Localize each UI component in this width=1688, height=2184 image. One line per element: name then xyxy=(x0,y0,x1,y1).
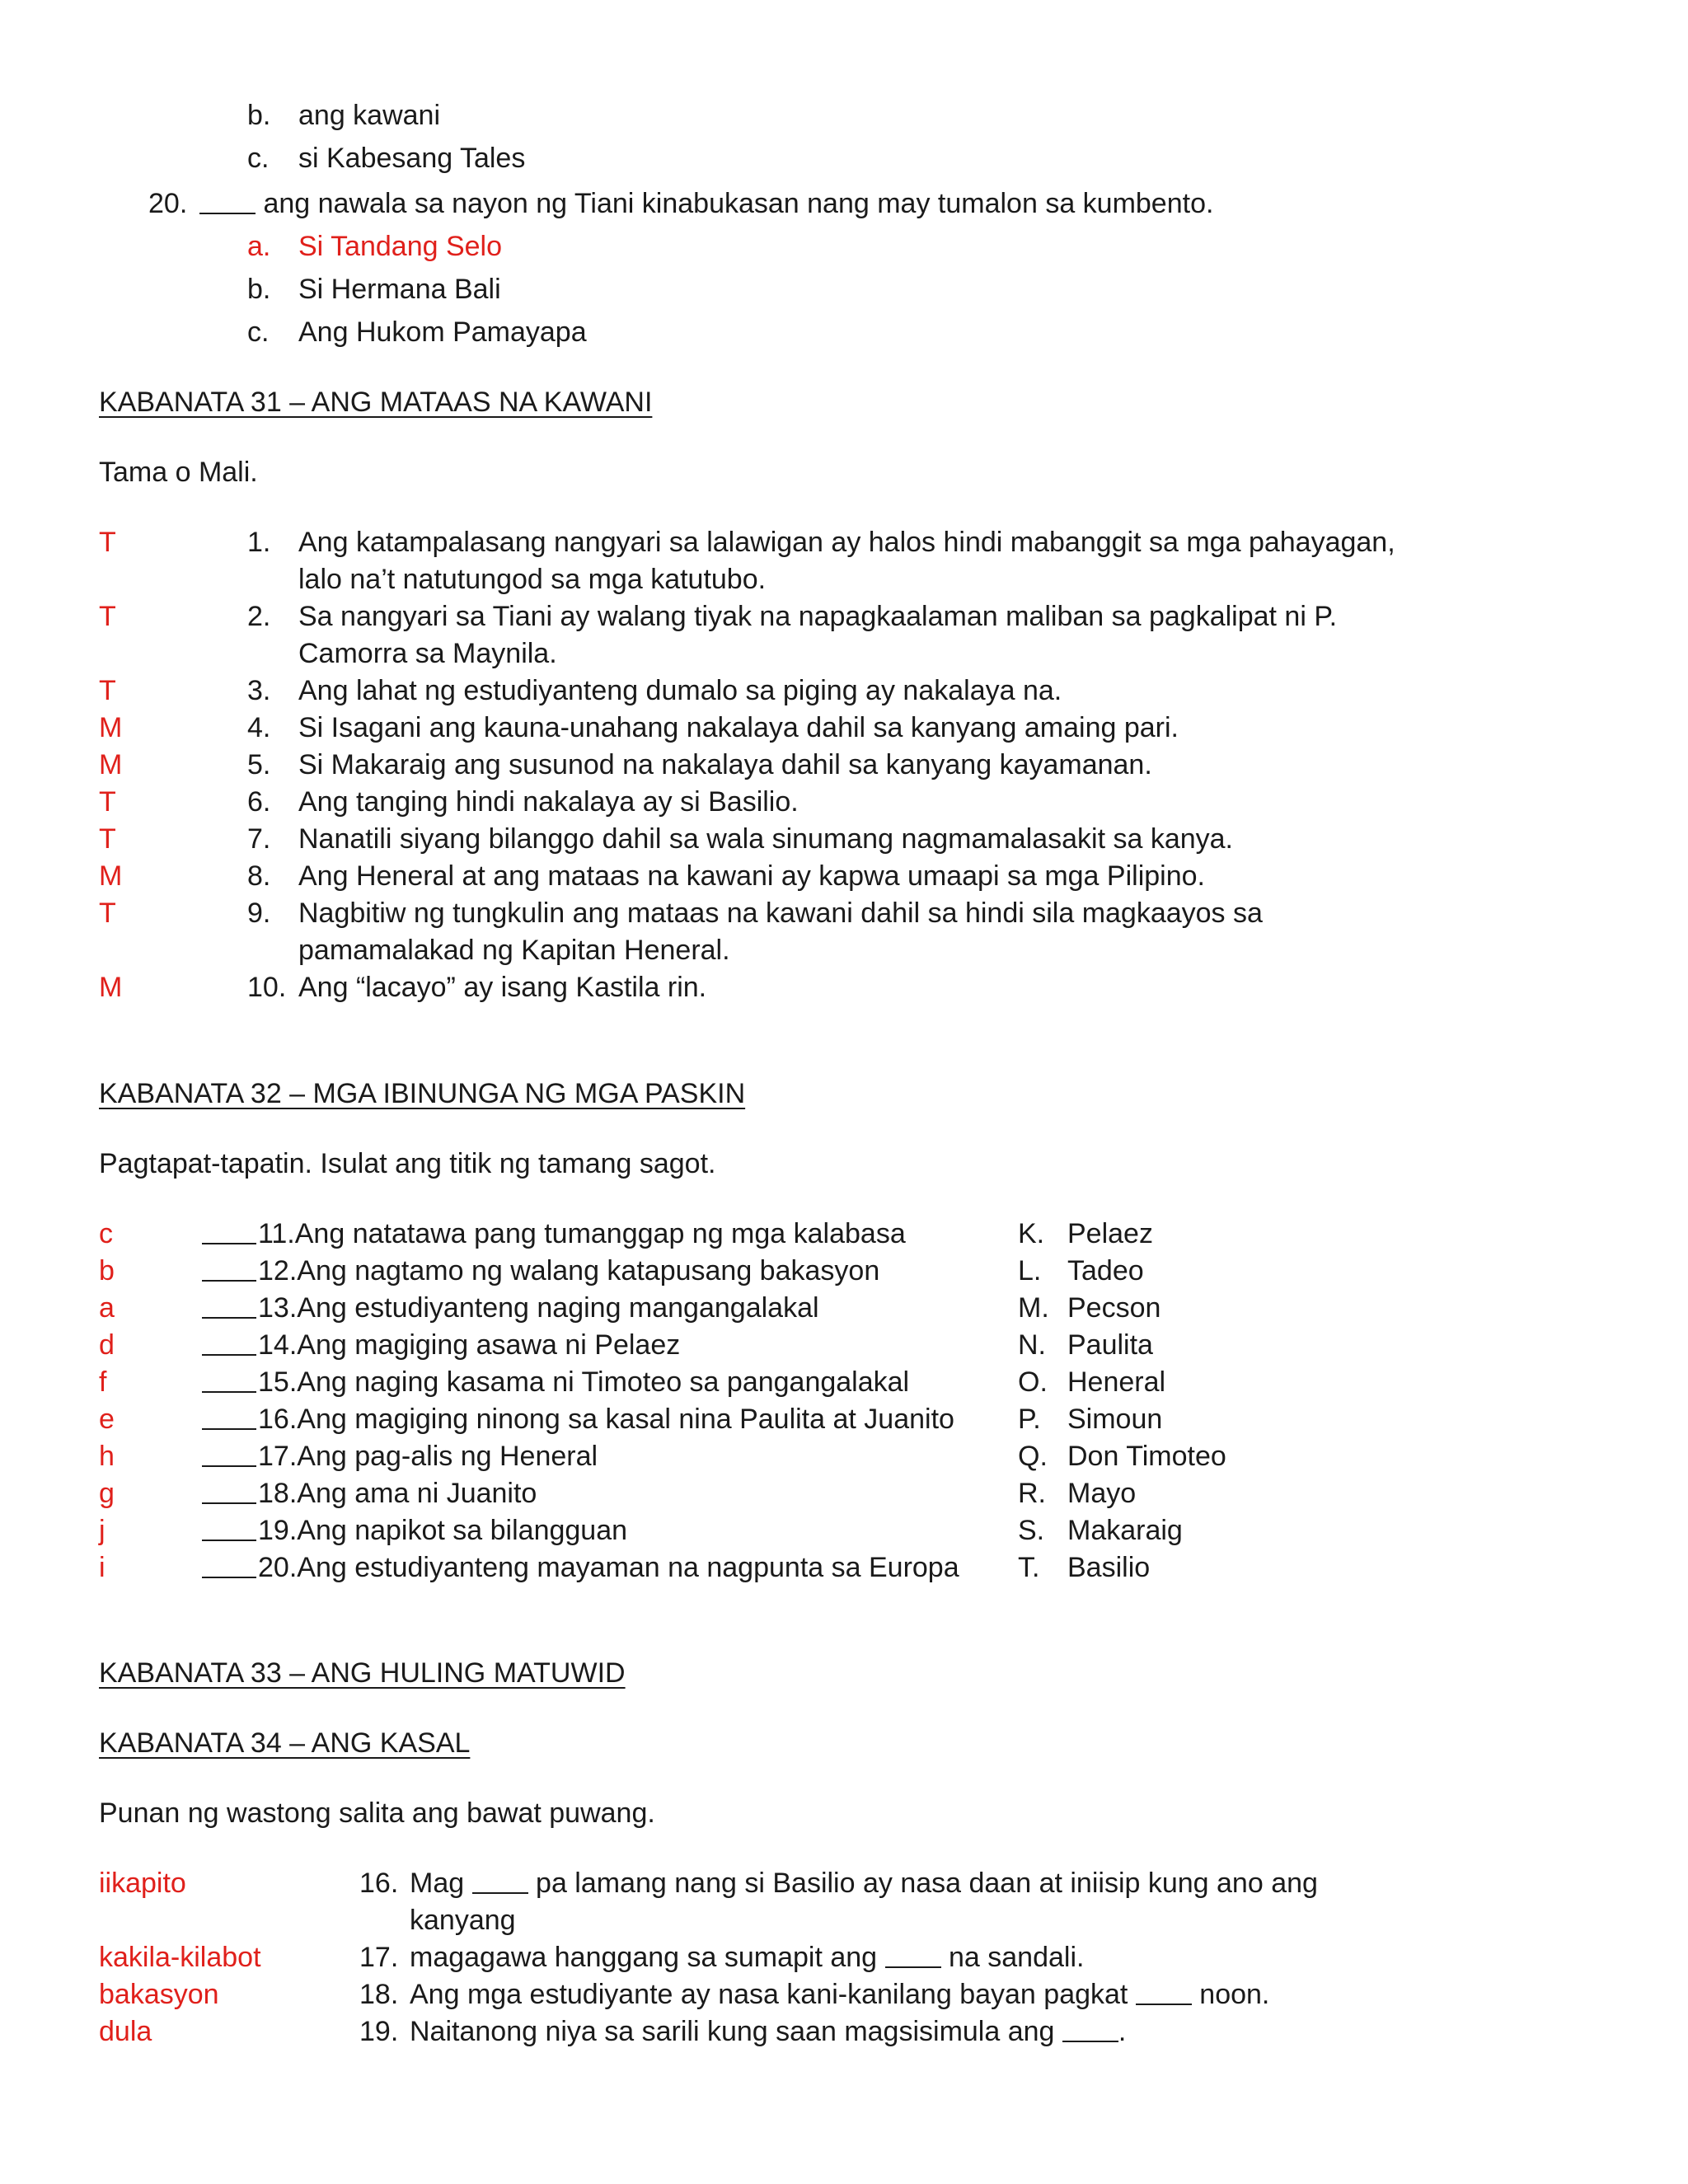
answer-key: T xyxy=(99,601,116,632)
answer-key: c xyxy=(99,1218,113,1249)
section-heading: KABANATA 32 – MGA IBINUNGA NG MGA PASKIN xyxy=(99,1078,746,1109)
item-number: 2. xyxy=(247,601,271,632)
answer-blank xyxy=(202,1366,256,1393)
answer-key: T xyxy=(99,898,116,929)
answer-blank xyxy=(1136,1979,1192,2005)
matching-item xyxy=(202,1401,954,1438)
fill-blank-line xyxy=(410,1939,1084,1976)
answer-key: e xyxy=(99,1404,115,1435)
choice-letter: c. xyxy=(247,143,270,174)
item-number: 8. xyxy=(247,860,271,892)
option-text: Pelaez xyxy=(1067,1218,1153,1249)
answer-key: d xyxy=(99,1329,115,1361)
item-text: pamamalakad ng Kapitan Heneral. xyxy=(298,935,730,966)
choice-text: Ang Hukom Pamayapa xyxy=(298,316,587,348)
item-text: lalo na’t natutungod sa mga katutubo. xyxy=(298,564,767,595)
answer-key: T xyxy=(99,786,116,818)
answer-blank xyxy=(199,188,256,214)
fill-blank-line xyxy=(410,2013,1126,2050)
item-text: Ang lahat ng estudiyanteng dumalo sa piging ay nakalaya na. xyxy=(298,675,1062,706)
choice-letter: c. xyxy=(247,316,270,348)
item-text: Ang napikot sa bilangguan xyxy=(297,1515,628,1546)
question-line xyxy=(199,185,1213,223)
item-text: Nagbitiw ng tungkulin ang mataas na kawani dahil sa hindi sila magkaayos sa xyxy=(298,898,1263,929)
matching-item xyxy=(202,1216,906,1253)
item-number: 12. xyxy=(258,1255,298,1286)
item-text: Ang katampalasang nangyari sa lalawigan ay halos hindi mabanggit sa mga pahayagan, xyxy=(298,527,1395,558)
option-letter: O. xyxy=(1018,1366,1048,1398)
answer-blank xyxy=(202,1552,256,1578)
answer-key: M xyxy=(99,860,123,892)
item-text: Ang pag-alis ng Heneral xyxy=(297,1441,598,1472)
item-number: 13. xyxy=(258,1292,298,1324)
answer-key: T xyxy=(99,675,116,706)
item-text: Ang magiging ninong sa kasal nina Paulita at Juanito xyxy=(297,1404,954,1435)
choice-text-correct: Si Tandang Selo xyxy=(298,231,503,262)
item-number: 18. xyxy=(258,1478,298,1509)
item-text: Ang natatawa pang tumanggap ng mga kalabasa xyxy=(294,1218,906,1249)
section-instruction: Tama o Mali. xyxy=(99,457,258,488)
option-text: Tadeo xyxy=(1067,1255,1144,1286)
matching-item xyxy=(202,1327,680,1364)
option-letter: Q. xyxy=(1018,1441,1048,1472)
fill-blank-line xyxy=(410,1865,1318,1902)
item-text: Ang “lacayo” ay isang Kastila rin. xyxy=(298,972,707,1003)
section-heading: KABANATA 34 – ANG KASAL xyxy=(99,1727,471,1759)
matching-item xyxy=(202,1512,627,1549)
answer-key: T xyxy=(99,823,116,855)
answer-key: h xyxy=(99,1441,115,1472)
choice-text: ang kawani xyxy=(298,100,441,131)
option-letter: K. xyxy=(1018,1218,1045,1249)
text-before-blank: Ang mga estudiyante ay nasa kani-kanilang bayan pagkat xyxy=(410,1979,1128,2010)
item-number: 17. xyxy=(359,1942,399,1973)
item-number: 15. xyxy=(258,1366,298,1398)
option-text: Pecson xyxy=(1067,1292,1161,1324)
answer-key: M xyxy=(99,712,123,743)
matching-item xyxy=(202,1364,909,1401)
choice-letter: b. xyxy=(247,100,271,131)
option-text: Heneral xyxy=(1067,1366,1166,1398)
item-text: Ang ama ni Juanito xyxy=(297,1478,537,1509)
choice-text: Si Hermana Bali xyxy=(298,274,501,305)
option-text: Simoun xyxy=(1067,1404,1163,1435)
section-instruction: Pagtapat-tapatin. Isulat ang titik ng tamang sagot. xyxy=(99,1148,716,1179)
answer-blank xyxy=(202,1329,256,1356)
item-text: Ang Heneral at ang mataas na kawani ay kapwa umaapi sa mga Pilipino. xyxy=(298,860,1205,892)
answer-blank xyxy=(202,1292,256,1319)
option-text: Makaraig xyxy=(1067,1515,1183,1546)
option-text: Don Timoteo xyxy=(1067,1441,1226,1472)
answer-key: kakila-kilabot xyxy=(99,1942,261,1973)
text-after-blank: pa lamang nang si Basilio ay nasa daan at iniisip kung ano ang xyxy=(536,1868,1318,1899)
answer-key: g xyxy=(99,1478,115,1509)
item-text: Nanatili siyang bilanggo dahil sa wala sinumang nagmamalasakit sa kanya. xyxy=(298,823,1233,855)
text-before-blank: magagawa hanggang sa sumapit ang xyxy=(410,1942,878,1973)
answer-key: b xyxy=(99,1255,115,1286)
matching-item xyxy=(202,1549,959,1586)
item-number: 19. xyxy=(359,2016,399,2047)
choice-text: si Kabesang Tales xyxy=(298,143,526,174)
item-number: 4. xyxy=(247,712,271,743)
option-letter: P. xyxy=(1018,1404,1041,1435)
item-text: Ang estudiyanteng mayaman na nagpunta sa Europa xyxy=(297,1552,959,1583)
answer-blank xyxy=(472,1868,528,1894)
text-before-blank: Mag xyxy=(410,1868,465,1899)
item-number: 5. xyxy=(247,749,271,780)
question-text: ang nawala sa nayon ng Tiani kinabukasan nang may tumalon sa kumbento. xyxy=(263,188,1214,219)
text-after-blank: . xyxy=(1118,2016,1127,2047)
answer-key: i xyxy=(99,1552,106,1583)
item-text: Ang magiging asawa ni Pelaez xyxy=(297,1329,681,1361)
section-heading: KABANATA 31 – ANG MATAAS NA KAWANI xyxy=(99,387,653,418)
text-before-blank: Naitanong niya sa sarili kung saan magsisimula ang xyxy=(410,2016,1055,2047)
option-letter: N. xyxy=(1018,1329,1046,1361)
matching-item xyxy=(202,1438,598,1475)
item-text: Ang nagtamo ng walang katapusang bakasyon xyxy=(297,1255,880,1286)
text-after-blank: na sandali. xyxy=(948,1942,1085,1973)
item-number: 17. xyxy=(258,1441,298,1472)
item-text: Sa nangyari sa Tiani ay walang tiyak na napagkaalaman maliban sa pagkalipat ni P. xyxy=(298,601,1338,632)
answer-key: M xyxy=(99,749,123,780)
item-number: 6. xyxy=(247,786,271,818)
item-text: Si Isagani ang kauna-unahang nakalaya dahil sa kanyang amaing pari. xyxy=(298,712,1179,743)
choice-letter: a. xyxy=(247,231,271,262)
item-text: Ang estudiyanteng naging mangangalakal xyxy=(297,1292,819,1324)
fill-blank-line xyxy=(410,1976,1269,2013)
answer-blank xyxy=(202,1218,256,1244)
item-number: 16. xyxy=(359,1868,399,1899)
option-letter: R. xyxy=(1018,1478,1046,1509)
text-after-blank: noon. xyxy=(1199,1979,1270,2010)
item-text: Camorra sa Maynila. xyxy=(298,638,557,669)
item-number: 1. xyxy=(247,527,271,558)
answer-blank xyxy=(202,1441,256,1467)
section-instruction: Punan ng wastong salita ang bawat puwang. xyxy=(99,1797,655,1829)
matching-item xyxy=(202,1475,537,1512)
item-number: 3. xyxy=(247,675,271,706)
choice-letter: b. xyxy=(247,274,271,305)
matching-item xyxy=(202,1290,819,1327)
matching-item xyxy=(202,1253,879,1290)
option-letter: S. xyxy=(1018,1515,1045,1546)
item-text: kanyang xyxy=(410,1905,516,1936)
item-number: 14. xyxy=(258,1329,298,1361)
answer-key: M xyxy=(99,972,123,1003)
answer-blank xyxy=(202,1478,256,1504)
option-letter: T. xyxy=(1018,1552,1040,1583)
option-letter: L. xyxy=(1018,1255,1042,1286)
answer-key: f xyxy=(99,1366,107,1398)
item-number: 20. xyxy=(258,1552,298,1583)
answer-blank xyxy=(1062,2016,1118,2042)
option-text: Basilio xyxy=(1067,1552,1151,1583)
section-heading: KABANATA 33 – ANG HULING MATUWID xyxy=(99,1657,626,1689)
item-text: Si Makaraig ang susunod na nakalaya dahil sa kanyang kayamanan. xyxy=(298,749,1152,780)
answer-key: dula xyxy=(99,2016,152,2047)
answer-key: T xyxy=(99,527,116,558)
answer-key: bakasyon xyxy=(99,1979,219,2010)
item-number: 9. xyxy=(247,898,271,929)
answer-blank xyxy=(202,1515,256,1541)
item-number: 19. xyxy=(258,1515,298,1546)
option-letter: M. xyxy=(1018,1292,1049,1324)
answer-key: a xyxy=(99,1292,115,1324)
answer-blank xyxy=(202,1255,256,1282)
answer-key: j xyxy=(99,1515,106,1546)
item-number: 11. xyxy=(258,1218,295,1249)
item-text: Ang tanging hindi nakalaya ay si Basilio. xyxy=(298,786,799,818)
item-text: Ang naging kasama ni Timoteo sa pangangalakal xyxy=(297,1366,910,1398)
item-number: 16. xyxy=(258,1404,298,1435)
item-number: 10. xyxy=(247,972,287,1003)
option-text: Mayo xyxy=(1067,1478,1137,1509)
answer-blank xyxy=(202,1404,256,1430)
option-text: Paulita xyxy=(1067,1329,1153,1361)
question-number: 20. xyxy=(148,188,188,219)
item-number: 18. xyxy=(359,1979,399,2010)
item-number: 7. xyxy=(247,823,271,855)
answer-blank xyxy=(885,1942,941,1968)
answer-key: iikapito xyxy=(99,1868,186,1899)
